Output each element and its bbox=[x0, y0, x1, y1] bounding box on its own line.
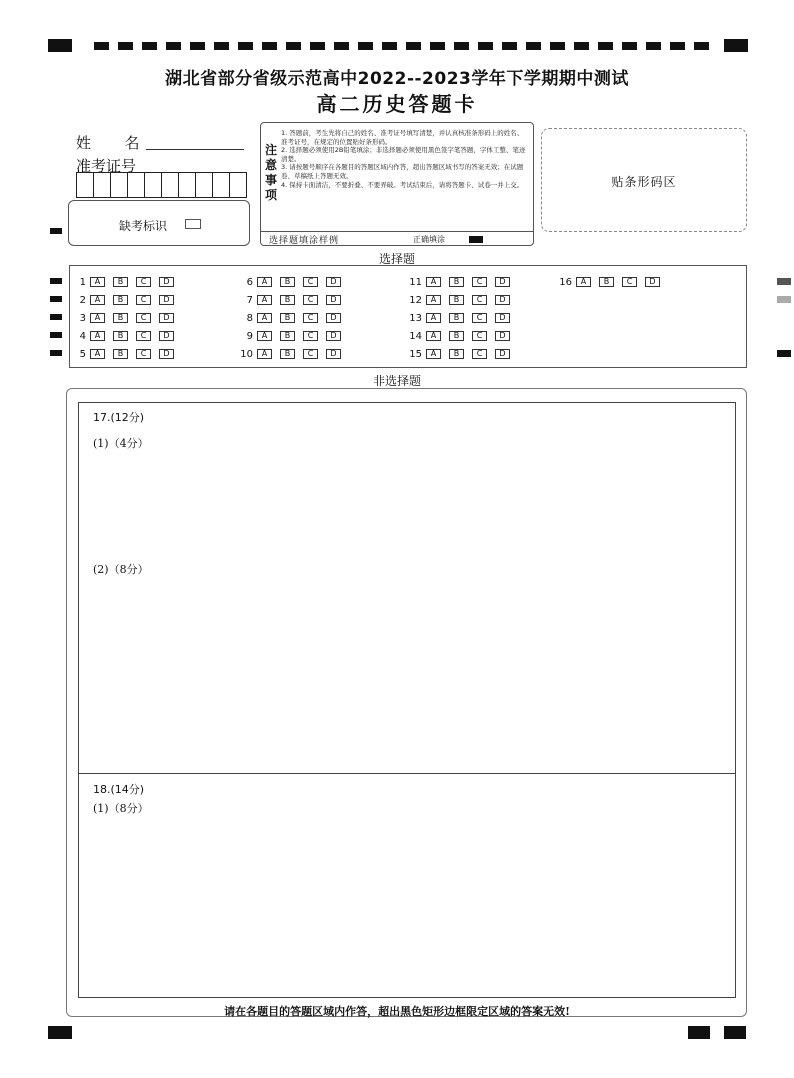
answer-bubble-a[interactable]: A bbox=[257, 313, 272, 323]
registration-mark-bottom-left bbox=[48, 1026, 72, 1039]
answer-bubble-d[interactable]: D bbox=[159, 295, 174, 305]
q17-part1-answer-space[interactable] bbox=[93, 453, 723, 553]
answer-bubble-b[interactable]: B bbox=[113, 331, 128, 341]
absent-label: 缺考标识 bbox=[119, 219, 168, 233]
q17-part1-label: (1)（4分） bbox=[93, 437, 149, 450]
notice-box bbox=[260, 122, 534, 246]
answer-bubble-b[interactable]: B bbox=[113, 349, 128, 359]
footer-warning: 请在各题目的答题区域内作答，超出黑色矩形边框限定区域的答案无效! bbox=[224, 1005, 570, 1018]
timing-mark bbox=[777, 350, 791, 357]
card-title: 高二历史答题卡 bbox=[316, 92, 478, 116]
answer-bubble-d[interactable]: D bbox=[326, 349, 341, 359]
answer-bubble-a[interactable]: A bbox=[257, 295, 272, 305]
answer-bubble-c[interactable]: C bbox=[303, 277, 318, 287]
answer-bubble-b[interactable]: B bbox=[113, 313, 128, 323]
notice-item: 2. 选择题必须使用2B铅笔填涂；非选择题必须使用黑色签字笔答题，字体工整、笔迹清楚。 bbox=[281, 146, 526, 163]
timing-dash bbox=[142, 42, 157, 50]
question-number: 13 bbox=[409, 312, 422, 324]
answer-bubble-c[interactable]: C bbox=[136, 349, 151, 359]
answer-bubble-d[interactable]: D bbox=[326, 295, 341, 305]
question-number: 12 bbox=[409, 294, 422, 306]
answer-bubble-d[interactable]: D bbox=[159, 349, 174, 359]
q18-part1-answer-space[interactable] bbox=[93, 819, 723, 989]
timing-dash bbox=[622, 42, 637, 50]
timing-dash bbox=[646, 42, 661, 50]
question-number: 2 bbox=[79, 294, 86, 306]
question-number: 8 bbox=[246, 312, 253, 324]
q17-part2-label: (2)（8分） bbox=[93, 563, 149, 576]
answer-bubble-b[interactable]: B bbox=[449, 277, 464, 287]
timing-dash bbox=[406, 42, 421, 50]
question-number: 4 bbox=[79, 330, 86, 342]
timing-dash bbox=[502, 42, 517, 50]
choice-area bbox=[69, 265, 747, 368]
choice-question bbox=[70, 330, 182, 342]
timing-dash bbox=[238, 42, 253, 50]
answer-bubble-b[interactable]: B bbox=[280, 331, 295, 341]
q17-heading: 17.(12分) bbox=[93, 411, 145, 424]
choice-question bbox=[70, 276, 182, 288]
answer-bubble-c[interactable]: C bbox=[472, 277, 487, 287]
name-label: 姓 名 bbox=[76, 134, 148, 152]
answer-bubble-a[interactable]: A bbox=[426, 313, 441, 323]
timing-dash bbox=[310, 42, 325, 50]
answer-bubble-a[interactable]: A bbox=[426, 295, 441, 305]
answer-bubble-d[interactable]: D bbox=[495, 331, 510, 341]
answer-bubble-a[interactable]: A bbox=[426, 331, 441, 341]
question-divider bbox=[79, 773, 735, 774]
correct-fill-sample bbox=[469, 236, 483, 243]
timing-dash bbox=[118, 42, 133, 50]
timing-dash bbox=[694, 42, 709, 50]
choice-question bbox=[237, 294, 349, 306]
answer-bubble-b[interactable]: B bbox=[113, 295, 128, 305]
name-field[interactable] bbox=[146, 134, 244, 150]
answer-bubble-c[interactable]: C bbox=[303, 331, 318, 341]
choice-question bbox=[237, 276, 349, 288]
registration-mark-bottom-right-2 bbox=[724, 1026, 746, 1039]
answer-bubble-b[interactable]: B bbox=[280, 295, 295, 305]
answer-bubble-b[interactable]: B bbox=[449, 331, 464, 341]
timing-dash bbox=[598, 42, 613, 50]
timing-dash bbox=[670, 42, 685, 50]
answer-bubble-c[interactable]: C bbox=[303, 295, 318, 305]
correct-fill-label: 正确填涂 bbox=[413, 235, 445, 244]
choice-question bbox=[406, 348, 518, 360]
q18-heading: 18.(14分) bbox=[93, 783, 145, 796]
registration-mark-left bbox=[50, 228, 62, 234]
answer-bubble-c[interactable]: C bbox=[136, 313, 151, 323]
timing-dash bbox=[262, 42, 277, 50]
question-number: 7 bbox=[246, 294, 253, 306]
answer-bubble-a[interactable]: A bbox=[576, 277, 591, 287]
timing-mark bbox=[777, 278, 791, 285]
registration-mark-top-right bbox=[724, 39, 748, 52]
answer-bubble-b[interactable]: B bbox=[599, 277, 614, 287]
row-mark bbox=[50, 332, 62, 338]
answer-bubble-a[interactable]: A bbox=[426, 277, 441, 287]
answer-bubble-a[interactable]: A bbox=[426, 349, 441, 359]
answer-bubble-c[interactable]: C bbox=[303, 349, 318, 359]
answer-bubble-b[interactable]: B bbox=[449, 313, 464, 323]
answer-bubble-b[interactable]: B bbox=[280, 277, 295, 287]
answer-bubble-d[interactable]: D bbox=[495, 295, 510, 305]
choice-question bbox=[556, 276, 668, 288]
barcode-label: 贴条形码区 bbox=[611, 175, 677, 189]
answer-bubble-b[interactable]: B bbox=[280, 313, 295, 323]
answer-bubble-d[interactable]: D bbox=[326, 313, 341, 323]
answer-bubble-d[interactable]: D bbox=[495, 277, 510, 287]
row-mark bbox=[50, 296, 62, 302]
choice-question bbox=[70, 348, 182, 360]
id-label: 准考证号 bbox=[76, 157, 137, 175]
timing-dash bbox=[574, 42, 589, 50]
answer-bubble-b[interactable]: B bbox=[113, 277, 128, 287]
choice-question bbox=[406, 276, 518, 288]
timing-dash bbox=[214, 42, 229, 50]
notice-heading: 注意事项 bbox=[265, 143, 278, 202]
answer-bubble-d[interactable]: D bbox=[159, 277, 174, 287]
exam-title: 湖北省部分省级示范高中2022--2023学年下学期期中测试 bbox=[165, 69, 629, 89]
question-number: 3 bbox=[79, 312, 86, 324]
answer-bubble-a[interactable]: A bbox=[257, 277, 272, 287]
q18-part1-label: (1)（8分） bbox=[93, 802, 149, 815]
answer-bubble-c[interactable]: C bbox=[472, 295, 487, 305]
answer-bubble-b[interactable]: B bbox=[280, 349, 295, 359]
registration-mark-bottom-right-1 bbox=[688, 1026, 710, 1039]
nonchoice-section-title: 非选择题 bbox=[372, 374, 421, 388]
question-number: 6 bbox=[246, 276, 253, 288]
timing-dash bbox=[526, 42, 541, 50]
answer-bubble-c[interactable]: C bbox=[136, 295, 151, 305]
timing-dash bbox=[358, 42, 373, 50]
registration-mark-top-left bbox=[48, 39, 72, 52]
question-number: 14 bbox=[409, 330, 422, 342]
choice-question bbox=[406, 330, 518, 342]
answer-bubble-a[interactable]: A bbox=[90, 277, 105, 287]
notice-item: 4. 保持卡面清洁，不要折叠、不要弄破。考试结束后，请将答题卡、试卷一并上交。 bbox=[281, 180, 524, 189]
question-number: 11 bbox=[409, 276, 422, 288]
choice-question bbox=[237, 312, 349, 324]
answer-bubble-a[interactable]: A bbox=[90, 331, 105, 341]
answer-bubble-d[interactable]: D bbox=[159, 331, 174, 341]
answer-bubble-c[interactable]: C bbox=[303, 313, 318, 323]
answer-bubble-b[interactable]: B bbox=[449, 349, 464, 359]
timing-dash bbox=[334, 42, 349, 50]
row-mark bbox=[50, 278, 62, 284]
answer-bubble-a[interactable]: A bbox=[90, 295, 105, 305]
notice-text bbox=[281, 129, 529, 189]
choice-section-title: 选择题 bbox=[378, 252, 415, 266]
choice-question bbox=[70, 294, 182, 306]
timing-dash bbox=[94, 42, 109, 50]
choice-question bbox=[237, 330, 349, 342]
answer-bubble-c[interactable]: C bbox=[136, 331, 151, 341]
answer-bubble-c[interactable]: C bbox=[472, 349, 487, 359]
question-number: 16 bbox=[559, 276, 572, 288]
answer-bubble-d[interactable]: D bbox=[326, 277, 341, 287]
answer-bubble-d[interactable]: D bbox=[159, 313, 174, 323]
question-number: 10 bbox=[240, 348, 253, 360]
q17-part2-answer-space[interactable] bbox=[93, 579, 723, 767]
answer-bubble-d[interactable]: D bbox=[495, 349, 510, 359]
question-number: 9 bbox=[246, 330, 253, 342]
answer-bubble-d[interactable]: D bbox=[645, 277, 660, 287]
timing-dash bbox=[454, 42, 469, 50]
answer-bubble-a[interactable]: A bbox=[90, 313, 105, 323]
id-number-boxes[interactable] bbox=[76, 172, 247, 198]
answer-region bbox=[78, 402, 736, 998]
choice-question bbox=[406, 294, 518, 306]
timing-dash bbox=[190, 42, 205, 50]
answer-bubble-b[interactable]: B bbox=[449, 295, 464, 305]
question-number: 5 bbox=[79, 348, 86, 360]
fill-sample-row bbox=[261, 231, 533, 246]
fill-sample-label: 选择题填涂样例 bbox=[269, 236, 340, 246]
timing-dash bbox=[430, 42, 445, 50]
answer-bubble-c[interactable]: C bbox=[622, 277, 637, 287]
timing-dash bbox=[286, 42, 301, 50]
timing-dash bbox=[382, 42, 397, 50]
question-number: 1 bbox=[79, 276, 86, 288]
answer-bubble-a[interactable]: A bbox=[90, 349, 105, 359]
answer-bubble-d[interactable]: D bbox=[495, 313, 510, 323]
answer-bubble-c[interactable]: C bbox=[472, 313, 487, 323]
absent-box bbox=[68, 200, 250, 246]
question-number: 15 bbox=[409, 348, 422, 360]
row-mark bbox=[50, 314, 62, 320]
timing-dash bbox=[166, 42, 181, 50]
timing-dash bbox=[550, 42, 565, 50]
choice-question bbox=[70, 312, 182, 324]
answer-bubble-a[interactable]: A bbox=[257, 349, 272, 359]
answer-bubble-c[interactable]: C bbox=[136, 277, 151, 287]
notice-item: 1. 答题前，考生先将自己的姓名、准考证号填写清楚，并认真核准条形码上的姓名、准考证号，在规定的位置贴好条形码。 bbox=[281, 129, 524, 146]
barcode-area bbox=[541, 128, 747, 232]
timing-mark bbox=[777, 296, 791, 303]
row-mark bbox=[50, 350, 62, 356]
answer-bubble-c[interactable]: C bbox=[472, 331, 487, 341]
choice-question bbox=[406, 312, 518, 324]
answer-bubble-d[interactable]: D bbox=[326, 331, 341, 341]
choice-question bbox=[237, 348, 349, 360]
answer-bubble-a[interactable]: A bbox=[257, 331, 272, 341]
notice-item: 3. 请按题号顺序在各题目的答题区域内作答，超出答题区域书写的答案无效；在试题卷、草稿纸上答题无效。 bbox=[281, 163, 524, 180]
timing-dash bbox=[478, 42, 493, 50]
absent-checkbox[interactable] bbox=[185, 219, 201, 229]
